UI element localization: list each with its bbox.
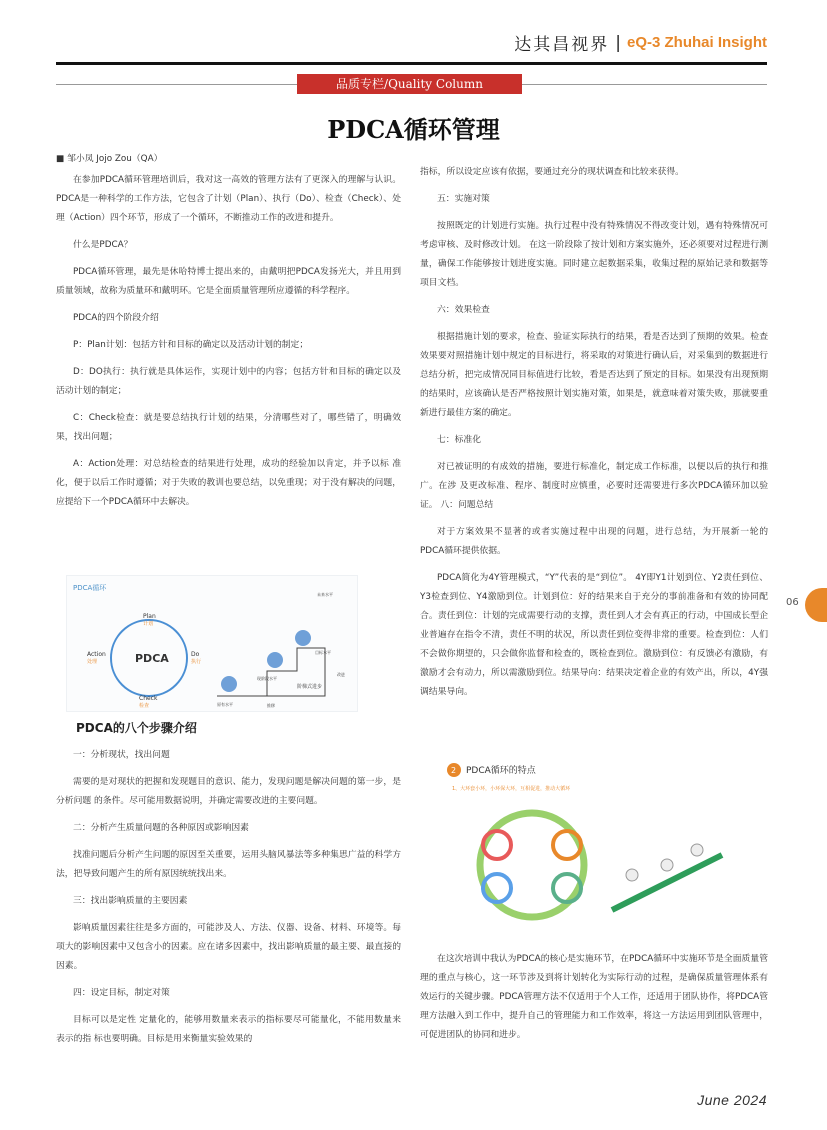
figure2-subtitle: 1、大环套小环，小环保大环，互相促进，推动大循环 — [452, 786, 571, 792]
paragraph: C：Check检查：就是要总结执行计划的结果，分清哪些对了，哪些错了，明确效果，找出问题； — [56, 413, 401, 442]
plan-label: Plan — [143, 613, 156, 620]
step4-label: 未来水平 — [317, 592, 333, 597]
paragraph: 一：分析现状，找出问题 — [73, 750, 170, 760]
header-rule — [56, 62, 767, 65]
do-cn-label: 执行 — [191, 659, 202, 665]
paragraph: 七：标准化 — [437, 435, 481, 445]
header-cn-title: 达其昌视界 — [514, 35, 610, 55]
figure2-title: PDCA循环的特点 — [466, 766, 536, 776]
bottom-label: 推移 — [267, 703, 275, 708]
plan-cn-label: 计划 — [143, 621, 154, 627]
figure-person-2 — [661, 859, 673, 871]
do-label: Do — [191, 651, 200, 658]
wheel-1 — [221, 676, 237, 692]
paragraph: A：Action处理：对总结检查的结果进行处理，成功的经验加以肯定，并予以标 准化，便于以后工作时遵循；对于失败的教训也要总结，以免重现；对于没有解决的问题，应提给下一个PDCA循环中去解决。 — [56, 459, 401, 507]
paragraph: 找准问题后分析产生问题的原因至关重要，运用头脑风暴法等多种集思广益的科学方法，把导致问题产生的所有原因统统找出来。 — [56, 850, 401, 879]
paragraph: 六：效果检查 — [437, 305, 490, 315]
paragraph: 在参加PDCA循环管理培训后，我对这一高效的管理方法有了更深入的理解与认识。PDCA是一种科学的工作方法，它包含了计划（Plan）、执行（Do）、检查（Check）、处理（Action）四个环节，形成了一个循环，不断推动工作的改进和提升。 — [56, 175, 401, 223]
issue-date: June 2024 — [697, 1092, 767, 1108]
paragraph: 对于方案效果不显著的或者实施过程中出现的问题，进行总结，为开展新一轮的PDCA循环提供依据。 — [420, 527, 768, 556]
right-column — [420, 163, 768, 710]
paragraph: 五：实施对策 — [437, 194, 490, 204]
paragraph: 指标，所以设定应该有依据，要通过充分的现状调查和比较来获得。 — [420, 167, 684, 177]
progress-label: 阶梯式进步 — [297, 684, 323, 690]
action-cn-label: 处理 — [87, 659, 98, 665]
header-separator: | — [615, 32, 621, 53]
section-heading: PDCA的八个步骤介绍 — [76, 721, 197, 735]
page-header — [514, 30, 767, 55]
left-column-lower — [56, 715, 401, 1057]
paragraph: 按照既定的计划进行实施。执行过程中没有特殊情况不得改变计划，遇有特殊情况可考虑审核、及时修改计划。 在这一阶段除了按计划和方案实施外，还必须要对过程进行测量，确保工作能够按计划进度实施。同时建立起数据采集，收集过程的原始记录和数据等项目文档。 — [420, 221, 768, 288]
paragraph: PDCA循环管理，最先是休哈特博士提出来的，由戴明把PDCA发扬光大，并且用到质量领域，故称为质量环和戴明环。它是全面质量管理所应遵循的科学程序。 — [56, 267, 401, 296]
action-label: Action — [87, 651, 106, 658]
pdca-center-label: PDCA — [135, 652, 169, 665]
badge-number: 2 — [451, 766, 457, 775]
article-title: PDCA循环管理 — [327, 115, 500, 144]
step1-label: 原有水平 — [217, 702, 233, 707]
column-label: 品质专栏/Quality Column — [297, 74, 522, 94]
step2-label: 现阶段水平 — [257, 676, 277, 681]
page-number: 06 — [786, 597, 799, 608]
paragraph: 二：分析产生质量问题的各种原因或影响因素 — [73, 823, 249, 833]
step3-label: 目标水平 — [315, 650, 331, 655]
header-en-title: eQ-3 Zhuhai Insight — [626, 34, 767, 51]
pdca-cycle-svg — [67, 576, 357, 711]
pdca-cycle-figure — [66, 575, 358, 712]
paragraph: 三：找出影响质量的主要因素 — [73, 896, 188, 906]
paragraph: 需要的是对现状的把握和发现题目的意识、能力，发现问题是解决问题的第一步，是分析问题 的条件。尽可能用数据说明，并确定需要改进的主要问题。 — [56, 777, 401, 806]
paragraph: PDCA简化为4Y管理模式，“Y”代表的是“到位”。 4Y即Y1计划到位、Y2责任到位、Y3检查到位、Y4激励到位。计划到位：好的结果来自于充分的事前准备和有效的协同配合。责任到位：计划的完成需要行动的支撑，责任到人才会有真正的行动，中国成长型企业普遍存在指令不清，责任不明的状况，所以责任到位变得非常的重要。检查到位：人们不会做你期望的，只会做你监督和检查的，既检查到位。激励到位：有反馈必有激励，有激励才会有动力，所以需激励到位。结果导向：结果决定着企业的有效产出，所以，4Y强调结果导向。 — [420, 573, 768, 697]
side-label: 改进 — [337, 672, 345, 677]
pdca-features-svg — [432, 760, 732, 935]
paragraph: PDCA的四个阶段介绍 — [73, 313, 159, 323]
paragraph: 根据措施计划的要求，检查、验证实际执行的结果，看是否达到了预期的效果。检查效果要对照措施计划中规定的目标进行，将采取的对策进行确认后，对采集到的数据进行总结分析，把完成情况同目标值进行比较，看是否达到了预定的目标。如果没有出现预期的结果时，应该确认是否严格按照计划实施对策，如果是，就意味着对策失败，那就要重新进行最佳方案的确定。 — [420, 332, 768, 418]
paragraph: D：DO执行：执行就是具体运作，实现计划中的内容；包括方针和目标的确定以及活动计划的制定； — [56, 367, 401, 396]
page-number-tab — [805, 588, 827, 622]
paragraph: 目标可以是定性 定量化的，能够用数量来表示的指标要尽可能量化，不能用数量来表示的指 标也要明确。目标是用来衡量实验效果的 — [56, 1015, 401, 1044]
paragraph: P：Plan计划：包括方针和目标的确定以及活动计划的制定； — [73, 340, 309, 350]
right-column-lower — [420, 950, 768, 1053]
author-line: ■ 邹小凤 Jojo Zou（QA） — [56, 154, 163, 164]
paragraph: 四：设定目标，制定对策 — [73, 988, 170, 998]
check-label: Check — [139, 695, 158, 702]
wheel-3 — [295, 630, 311, 646]
paragraph: 在这次培训中我认为PDCA的核心是实施环节，在PDCA循环中实施环节是全面质量管理的重点与核心，这一环节涉及到将计划转化为实际行动的过程，是确保质量管理体系有效运行的关键步骤。PDCA管理方法不仅适用于个人工作，还适用于团队协作，将PDCA管理方法融入到工作中，提升自己的管理能力和工作效率，将这一方法运用到团队管理中，可促进团队的协同和进步。 — [420, 954, 768, 1040]
pdca-features-figure — [432, 760, 732, 935]
paragraph: 影响质量因素往往是多方面的，可能涉及人、方法、仪器、设备、材料、环境等。每项大的影响因素中又包含小的因素。应在诸多因素中，找出影响质量的最主要、最直接的因素。 — [56, 923, 401, 971]
figure-person-3 — [691, 844, 703, 856]
left-column — [56, 150, 401, 520]
paragraph: 什么是PDCA？ — [73, 240, 133, 250]
figure1-caption: PDCA循环 — [73, 584, 107, 592]
figure-person-1 — [626, 869, 638, 881]
check-cn-label: 检查 — [139, 703, 150, 709]
wheel-2 — [267, 652, 283, 668]
paragraph: 对已被证明的有成效的措施，要进行标准化，制定成工作标准，以便以后的执行和推广。在涉 及更改标准、程序、制度时应慎重，必要时还需要进行多次PDCA循环加以验证。 八：问题总结 — [420, 462, 768, 510]
